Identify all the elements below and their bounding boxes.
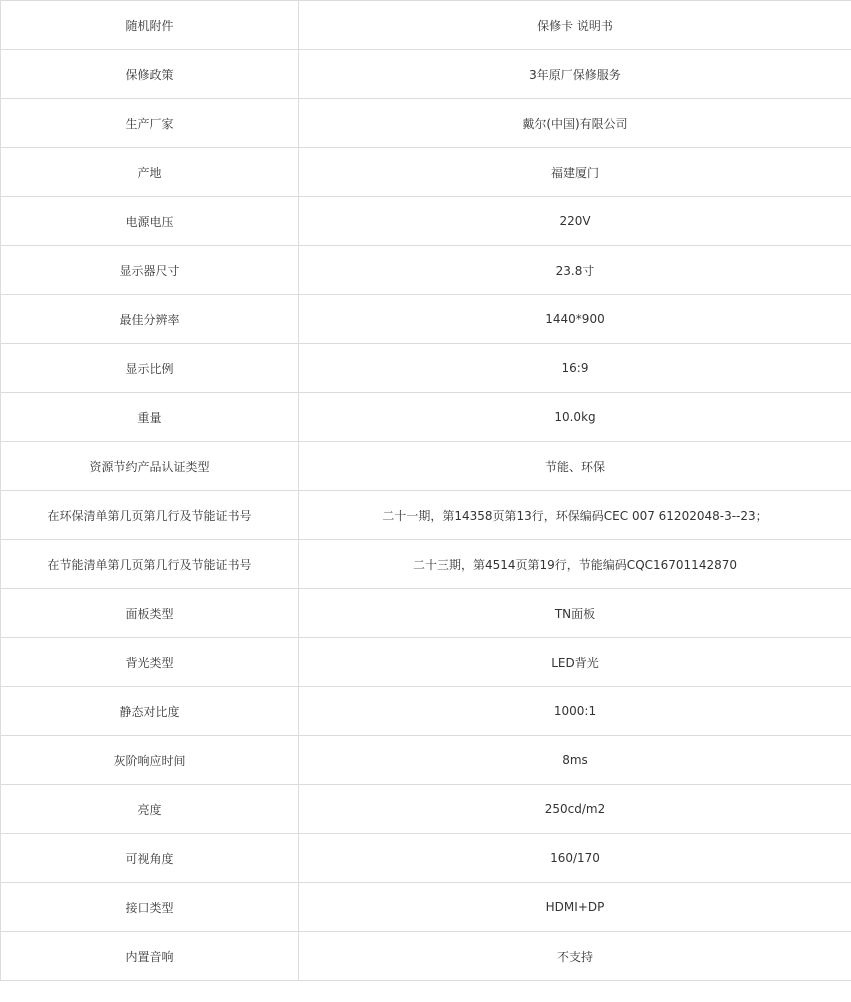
spec-value: 16:9 [299,344,851,393]
spec-value: 二十三期，第4514页第19行，节能编码CQC16701142870 [299,540,851,589]
spec-value: 23.8寸 [299,246,851,295]
table-row [1,99,851,148]
spec-value: 节能、环保 [299,442,851,491]
spec-value: 1000:1 [299,687,851,736]
spec-label: 生产厂家 [1,99,299,148]
spec-label: 随机附件 [1,1,299,50]
spec-value: 福建厦门 [299,148,851,197]
table-row [1,50,851,99]
table-row [1,736,851,785]
spec-label: 显示器尺寸 [1,246,299,295]
spec-label: 重量 [1,393,299,442]
spec-label: 静态对比度 [1,687,299,736]
spec-label: 最佳分辨率 [1,295,299,344]
table-row [1,246,851,295]
table-row [1,932,851,981]
spec-value: 10.0kg [299,393,851,442]
table-row [1,442,851,491]
spec-label: 电源电压 [1,197,299,246]
spec-label: 亮度 [1,785,299,834]
table-row [1,393,851,442]
spec-label: 在环保清单第几页第几行及节能证书号 [1,491,299,540]
spec-value: 8ms [299,736,851,785]
table-row [1,148,851,197]
spec-value: 220V [299,197,851,246]
table-row [1,344,851,393]
table-row [1,638,851,687]
table-row [1,883,851,932]
spec-value: 戴尔(中国)有限公司 [299,99,851,148]
spec-label: 灰阶响应时间 [1,736,299,785]
table-row [1,1,851,50]
table-row [1,834,851,883]
spec-label: 接口类型 [1,883,299,932]
spec-table-body [1,1,851,981]
table-row [1,687,851,736]
spec-value: 3年原厂保修服务 [299,50,851,99]
spec-value: HDMI+DP [299,883,851,932]
spec-label: 显示比例 [1,344,299,393]
spec-value: LED背光 [299,638,851,687]
spec-value: 不支持 [299,932,851,981]
spec-value: 160/170 [299,834,851,883]
spec-value: 保修卡 说明书 [299,1,851,50]
spec-label: 可视角度 [1,834,299,883]
spec-label: 在节能清单第几页第几行及节能证书号 [1,540,299,589]
spec-label: 保修政策 [1,50,299,99]
table-row [1,491,851,540]
spec-label: 背光类型 [1,638,299,687]
table-row [1,589,851,638]
spec-value: 1440*900 [299,295,851,344]
spec-label: 内置音响 [1,932,299,981]
table-row [1,295,851,344]
table-row [1,785,851,834]
spec-label: 资源节约产品认证类型 [1,442,299,491]
spec-label: 产地 [1,148,299,197]
spec-value: 250cd/m2 [299,785,851,834]
spec-label: 面板类型 [1,589,299,638]
table-row [1,540,851,589]
spec-value: TN面板 [299,589,851,638]
spec-value: 二十一期，第14358页第13行，环保编码CEC 007 61202048-3--23； [299,491,851,540]
table-row [1,197,851,246]
